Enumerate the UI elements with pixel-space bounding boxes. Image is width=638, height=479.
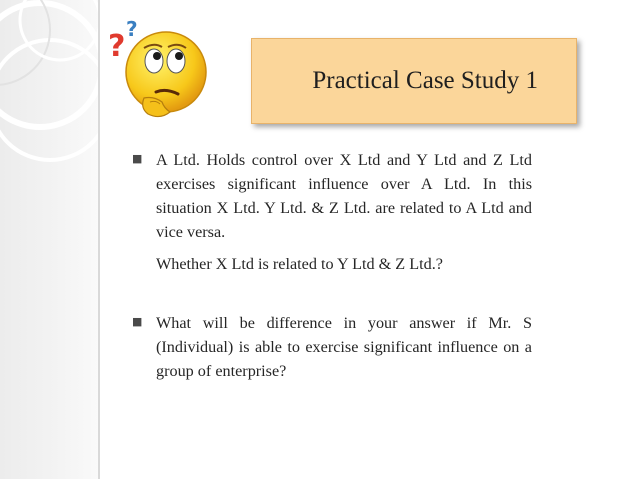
bullet-marker-icon: ■ — [132, 315, 143, 328]
content-area — [132, 148, 532, 383]
title-box — [251, 38, 577, 124]
thinking-face-icon — [104, 16, 216, 128]
svg-text:?: ? — [108, 29, 126, 64]
bullet-item — [132, 311, 532, 383]
decorative-circles-icon — [0, 0, 100, 479]
bullet-text: What will be difference in your answer if Mr. S (Individual) is able to exercise significant influence on a group of enterprise? — [156, 314, 532, 380]
decorative-left-panel — [0, 0, 100, 479]
panel-divider — [98, 0, 100, 479]
bullet-subtext: Whether X Ltd is related to Y Ltd & Z Ltd.? — [156, 255, 443, 273]
bullet-marker-icon: ■ — [132, 152, 143, 165]
svg-text:?: ? — [126, 17, 138, 41]
slide-title: Practical Case Study 1 — [312, 67, 538, 94]
bullet-text: A Ltd. Holds control over X Ltd and Y Ltd and Z Ltd exercises significant influence over A Ltd. In this situation X Ltd. Y Ltd. & Z Ltd. are related to A Ltd and vice versa. — [156, 151, 532, 241]
bullet-item — [132, 148, 532, 244]
